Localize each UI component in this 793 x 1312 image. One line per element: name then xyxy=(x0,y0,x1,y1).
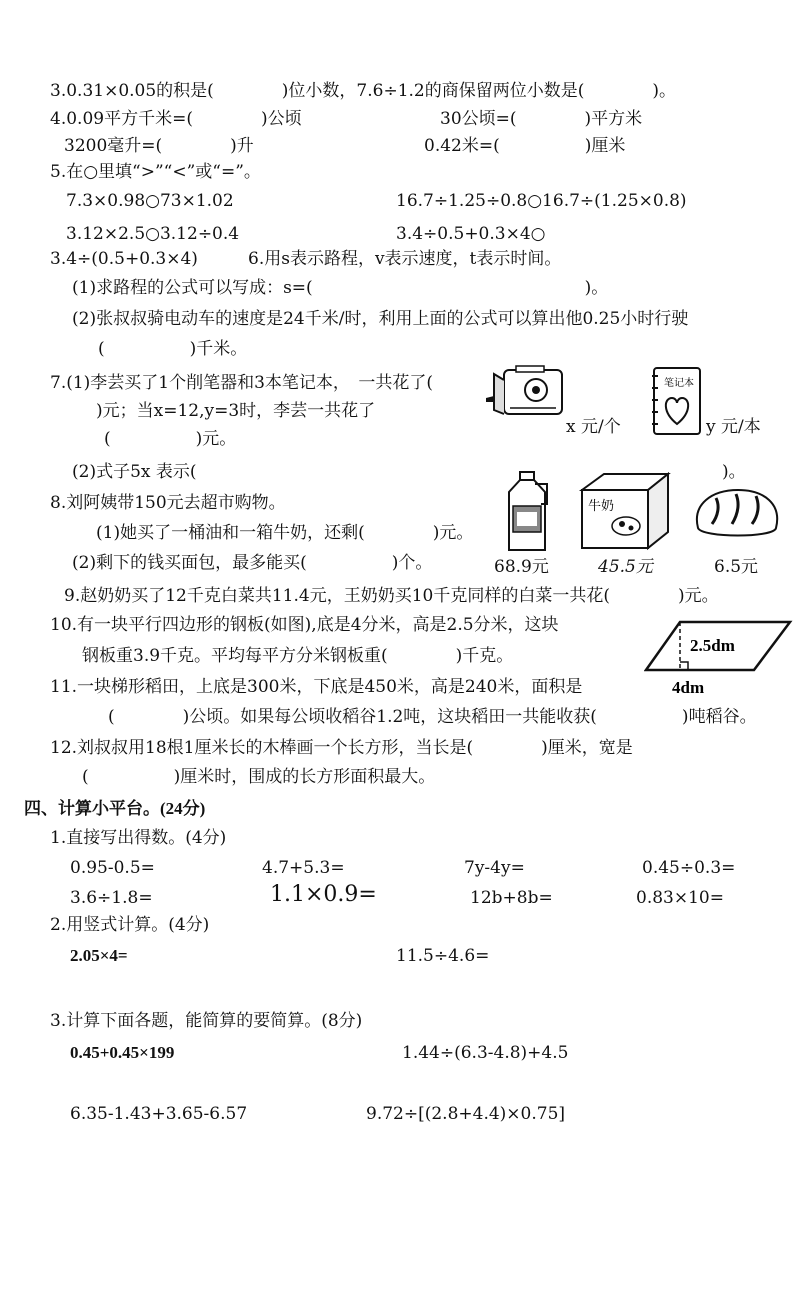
mental-calc-1: 0.95-0.5= xyxy=(70,858,155,878)
mental-calc-8: 0.83×10= xyxy=(636,888,724,908)
q7-line-4: (2)式子5x 表示( xyxy=(72,462,197,482)
parallelogram-figure xyxy=(644,618,793,698)
q8-heading: 8.刘阿姨带150元去超市购物。 xyxy=(50,493,286,513)
vertical-calc-2: 11.5÷4.6= xyxy=(396,946,490,966)
q6-heading: 6.用s表示路程，v表示速度，t表示时间。 xyxy=(248,249,562,269)
q5-item-e: 3.4÷(0.5+0.3×4) xyxy=(50,249,198,269)
q10-line-2: 钢板重3.9千克。平均每平方分米钢板重( )千克。 xyxy=(82,646,514,666)
pencil-sharpener-image xyxy=(486,362,576,420)
mental-calc-2: 4.7+5.3= xyxy=(262,858,345,878)
q5-item-b: 16.7÷1.25÷0.8○16.7÷(1.25×0.8) xyxy=(396,191,687,211)
q12-line-2: ( )厘米时，围成的长方形面积最大。 xyxy=(82,767,436,787)
oil-bottle-image xyxy=(503,470,551,554)
q6-part-1: (1)求路程的公式可以写成：s=( )。 xyxy=(72,278,609,298)
price-label-y: y 元/本 xyxy=(706,417,761,437)
price-label-x: x 元/个 xyxy=(566,417,621,437)
q5-heading: 5.在○里填“>”“<”或“=”。 xyxy=(50,162,261,182)
q8-part-2: (2)剩下的钱买面包，最多能买( )个。 xyxy=(72,553,433,573)
mental-calc-6: 1.1×0.9= xyxy=(270,882,377,907)
simplify-calc-4: 9.72÷[(2.8+4.4)×0.75] xyxy=(366,1104,566,1124)
simplify-calc-2: 1.44÷(6.3-4.8)+4.5 xyxy=(402,1043,569,1063)
milk-box-label: 牛奶 xyxy=(588,498,615,513)
q11-line-2: ( )公顷。如果每公顷收稻谷1.2吨，这块稻田一共能收获( )吨稻谷。 xyxy=(108,707,757,727)
q11-line-1: 11.一块梯形稻田，上底是300米，下底是450米，高是240米，面积是 xyxy=(50,677,583,697)
mental-calc-3: 7y-4y= xyxy=(464,858,525,878)
q5-item-c: 3.12×2.5○3.12÷0.4 xyxy=(66,224,240,244)
q7-line-4-end: )。 xyxy=(722,462,746,482)
mental-calc-4: 0.45÷0.3= xyxy=(642,858,736,878)
height-label: 2.5dm xyxy=(690,636,735,655)
q9-line: 9.赵奶奶买了12千克白菜共11.4元，王奶奶买10千克同样的白菜一共花( )元。 xyxy=(64,586,719,606)
mental-calc-5: 3.6÷1.8= xyxy=(70,888,153,908)
sec4-part-3-heading: 3.计算下面各题，能简算的要简算。(8分) xyxy=(50,1011,363,1031)
q7-line-2: )元；当x=12,y=3时，李芸一共花了 xyxy=(96,401,376,421)
simplify-calc-1: 0.45+0.45×199 xyxy=(70,1043,175,1062)
q7-line-3: ( )元。 xyxy=(104,429,237,449)
simplify-calc-3: 6.35-1.43+3.65-6.57 xyxy=(70,1104,248,1124)
q3-line: 3.0.31×0.05的积是( )位小数，7.6÷1.2的商保留两位小数是( )。 xyxy=(50,81,677,101)
q4-part-c: 3200毫升=( )升 xyxy=(64,136,254,156)
sec4-part-2-heading: 2.用竖式计算。(4分) xyxy=(50,915,210,935)
q5-item-a: 7.3×0.98○73×1.02 xyxy=(66,191,234,211)
notebook-cover-text: 笔记本 xyxy=(664,378,694,389)
vertical-calc-1: 2.05×4= xyxy=(70,946,128,965)
bread-price: 6.5元 xyxy=(714,557,759,577)
q6-part-2b: ( )千米。 xyxy=(98,339,248,359)
base-label: 4dm xyxy=(672,678,705,697)
q4-part-a: 4.0.09平方千米=( )公顷 xyxy=(50,109,302,129)
q4-part-b: 30公顷=( )平方米 xyxy=(440,109,643,129)
q7-line-1: 7.(1)李芸买了1个削笔器和3本笔记本， 一共花了( xyxy=(50,373,434,393)
milk-price: 45.5元 xyxy=(598,557,653,577)
section-4-title: 四、计算小平台。(24分) xyxy=(24,799,206,818)
milk-box-image xyxy=(578,470,672,552)
q5-item-d: 3.4÷0.5+0.3×4○ xyxy=(396,224,546,244)
bread-image xyxy=(692,484,782,542)
q6-part-2a: (2)张叔叔骑电动车的速度是24千米/时，利用上面的公式可以算出他0.25小时行驶 xyxy=(72,309,689,329)
sec4-part-1-heading: 1.直接写出得数。(4分) xyxy=(50,828,227,848)
q10-line-1: 10.有一块平行四边形的钢板(如图),底是4分米，高是2.5分米，这块 xyxy=(50,615,559,635)
mental-calc-7: 12b+8b= xyxy=(470,888,553,908)
notebook-image xyxy=(648,366,704,438)
q4-part-d: 0.42米=( )厘米 xyxy=(424,136,626,156)
q12-line-1: 12.刘叔叔用18根1厘米长的木棒画一个长方形，当长是( )厘米，宽是 xyxy=(50,738,633,758)
oil-price: 68.9元 xyxy=(494,557,549,577)
q8-part-1: (1)她买了一桶油和一箱牛奶，还剩( )元。 xyxy=(96,523,474,543)
